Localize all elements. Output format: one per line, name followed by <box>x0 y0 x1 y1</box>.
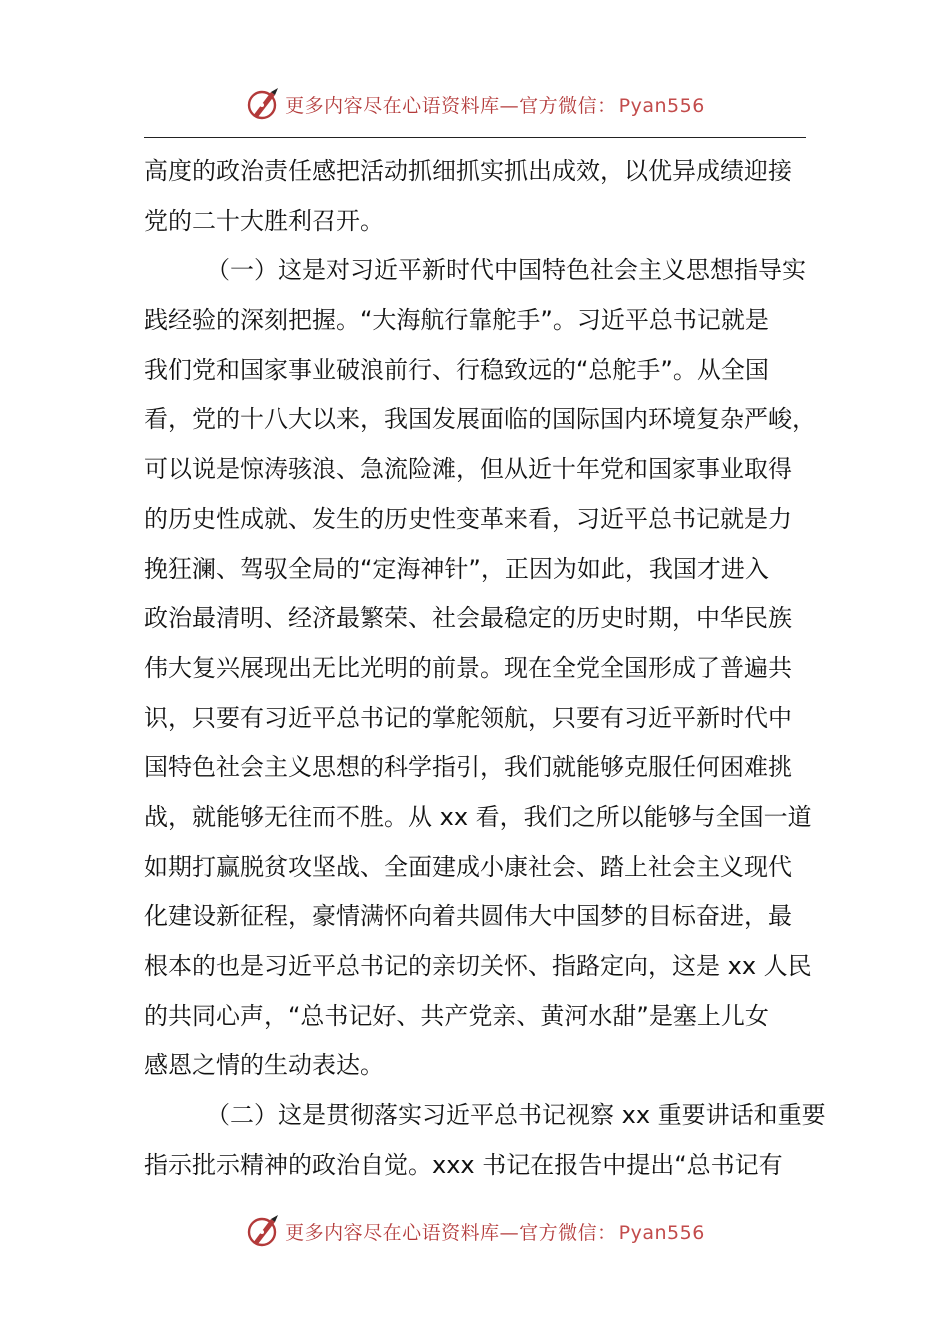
text-line: 国特色社会主义思想的科学指引，我们就能够克服任何困难挑 <box>144 753 792 782</box>
footer-banner <box>0 1211 950 1251</box>
pen-nib-logo-icon <box>245 1213 281 1249</box>
pen-nib-logo-icon <box>245 86 281 122</box>
header-banner <box>0 84 950 124</box>
banner-text: 更多内容尽在心语资料库—官方微信： <box>285 94 617 117</box>
text-line: 感恩之情的生动表达。 <box>144 1051 384 1080</box>
text-line: 的历史性成就、发生的历史性变革来看，习近平总书记就是力 <box>144 504 792 533</box>
wechat-id: Pyan556 <box>618 94 705 117</box>
paragraph-heading: （一）这是对习近平新时代中国特色社会主义思想指导实 <box>206 256 806 285</box>
text-line: 战，就能够无往而不胜。从 xx 看，我们之所以能够与全国一道 <box>144 802 812 831</box>
document-body <box>144 147 826 1190</box>
text-line: 如期打赢脱贫攻坚战、全面建成小康社会、踏上社会主义现代 <box>144 852 792 881</box>
text-line: 可以说是惊涛骇浪、急流险滩，但从近十年党和国家事业取得 <box>144 455 792 484</box>
paragraph-heading: （二）这是贯彻落实习近平总书记视察 xx 重要讲话和重要 <box>206 1101 826 1130</box>
text-line: 识，只要有习近平总书记的掌舵领航，只要有习近平新时代中 <box>144 703 792 732</box>
text-line: 践经验的深刻把握。“大海航行靠舵手”。习近平总书记就是 <box>144 306 769 335</box>
text-line: 挽狂澜、驾驭全局的“定海神针”，正因为如此，我国才进入 <box>144 554 769 583</box>
text-line: 我们党和国家事业破浪前行、行稳致远的“总舵手”。从全国 <box>144 355 769 384</box>
banner-text: 更多内容尽在心语资料库—官方微信： <box>285 1221 617 1244</box>
text-line: 化建设新征程，豪情满怀向着共圆伟大中国梦的目标奋进，最 <box>144 902 792 931</box>
text-line: 党的二十大胜利召开。 <box>144 206 384 235</box>
text-line: 高度的政治责任感把活动抓细抓实抓出成效，以优异成绩迎接 <box>144 157 792 185</box>
text-line: 看，党的十八大以来，我国发展面临的国际国内环境复杂严峻， <box>144 405 816 434</box>
text-line: 根本的也是习近平总书记的亲切关怀、指路定向，这是 xx 人民 <box>144 952 812 980</box>
wechat-id: Pyan556 <box>618 1221 705 1244</box>
text-line: 政治最清明、经济最繁荣、社会最稳定的历史时期，中华民族 <box>144 604 792 633</box>
text-line: 的共同心声，“总书记好、共产党亲、黄河水甜”是塞上儿女 <box>144 1001 769 1030</box>
header-divider <box>144 137 806 138</box>
text-line: 指示批示精神的政治自觉。xxx 书记在报告中提出“总书记有 <box>144 1150 783 1179</box>
text-line: 伟大复兴展现出无比光明的前景。现在全党全国形成了普遍共 <box>144 653 792 682</box>
